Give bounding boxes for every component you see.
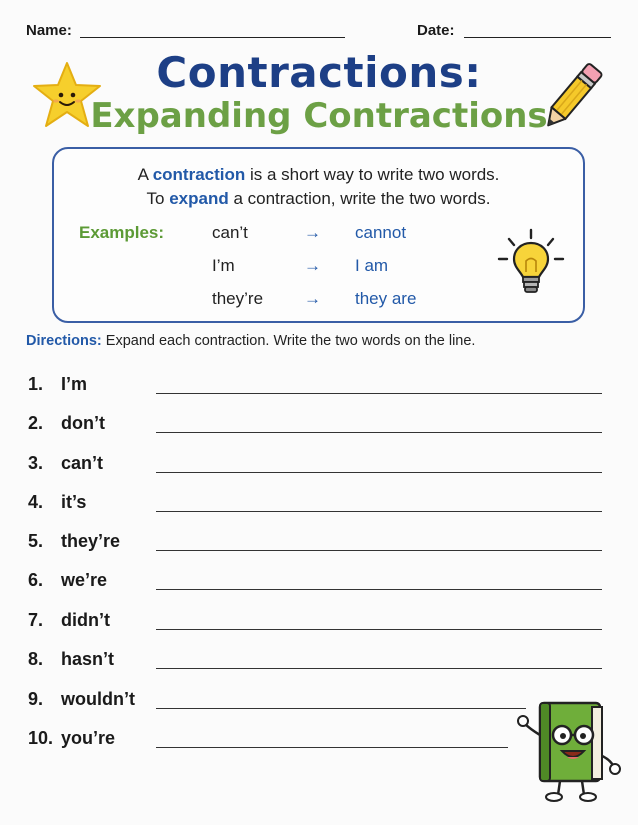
answer-line[interactable] — [156, 472, 602, 473]
example-word: they’re — [212, 289, 264, 308]
date-field[interactable] — [464, 37, 611, 38]
expand-line: To expand a contraction, write the two words. — [146, 189, 491, 208]
item-contraction: hasn’t — [61, 649, 115, 669]
directions — [26, 333, 475, 349]
item-contraction: don’t — [61, 413, 105, 433]
list-item — [0, 453, 638, 483]
name-field[interactable] — [80, 37, 345, 38]
item-contraction: we’re — [61, 570, 108, 590]
definition-line: A contraction is a short way to write two words. — [137, 165, 500, 184]
example-result: cannot — [355, 223, 407, 242]
list-item — [0, 531, 638, 561]
example-result: I am — [355, 256, 389, 275]
page-subtitle: Expanding Contractions — [90, 96, 548, 136]
item-number: 5. — [28, 531, 44, 551]
answer-line[interactable] — [156, 708, 526, 709]
answer-line[interactable] — [156, 589, 602, 590]
example-result: they are — [355, 289, 417, 308]
item-number: 8. — [28, 649, 44, 669]
arrow-icon: → — [304, 256, 321, 275]
list-item — [0, 413, 638, 443]
info-box — [52, 147, 585, 323]
lightbulb-icon — [494, 227, 569, 302]
item-number: 9. — [28, 689, 44, 709]
book-character-icon — [512, 695, 624, 807]
answer-line[interactable] — [156, 511, 602, 512]
page-title: Contractions: — [156, 48, 482, 97]
list-item — [0, 610, 638, 640]
example-word: I’m — [212, 256, 235, 275]
examples-label: Examples: — [79, 223, 165, 242]
list-item — [0, 570, 638, 600]
item-contraction: you’re — [61, 728, 116, 748]
item-contraction: it’s — [61, 492, 87, 512]
list-item — [0, 374, 638, 404]
example-word: can’t — [212, 223, 248, 242]
arrow-icon: → — [304, 289, 321, 308]
item-contraction: didn’t — [61, 610, 110, 630]
item-number: 10. — [28, 728, 54, 748]
name-label: Name: — [26, 22, 72, 39]
item-number: 3. — [28, 453, 44, 473]
item-number: 4. — [28, 492, 44, 512]
list-item — [0, 492, 638, 522]
item-number: 2. — [28, 413, 44, 433]
header-row — [0, 0, 638, 40]
item-contraction: can’t — [61, 453, 104, 473]
keyword-contraction: contraction — [152, 165, 246, 184]
keyword-expand: expand — [169, 189, 229, 208]
item-contraction: they’re — [61, 531, 121, 551]
answer-line[interactable] — [156, 629, 602, 630]
answer-line[interactable] — [156, 432, 602, 433]
answer-line[interactable] — [156, 668, 602, 669]
answer-line[interactable] — [156, 393, 602, 394]
answer-line[interactable] — [156, 550, 602, 551]
arrow-icon: → — [304, 223, 321, 242]
item-number: 1. — [28, 374, 44, 394]
item-contraction: wouldn’t — [61, 689, 135, 709]
directions-text: Expand each contraction. Write the two words on the line. — [101, 333, 476, 349]
item-number: 7. — [28, 610, 44, 630]
list-item — [0, 649, 638, 679]
item-contraction: I’m — [61, 374, 88, 394]
answer-line[interactable] — [156, 747, 508, 748]
item-number: 6. — [28, 570, 44, 590]
date-label: Date: — [417, 22, 455, 39]
directions-label: Directions: — [26, 333, 102, 349]
pencil-icon — [535, 58, 610, 136]
